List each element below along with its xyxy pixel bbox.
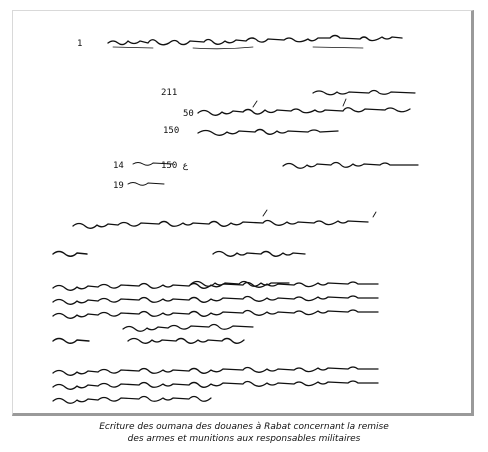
caption-line-2: des armes et munitions aux responsables militaires: [127, 434, 361, 444]
margin-number-e: 14: [113, 161, 124, 171]
margin-number-c: 150: [163, 126, 180, 136]
document-frame: [12, 10, 474, 416]
margin-number-top: 1: [77, 39, 83, 49]
margin-number-f: 19: [113, 181, 124, 191]
margin-number-d: ع 150: [161, 161, 189, 171]
margin-number-a: 211: [161, 88, 178, 98]
handwritten-document-scan: [13, 11, 475, 417]
margin-number-b: 50: [183, 109, 194, 119]
caption-line-1: Ecriture des oumana des douanes à Rabat concernant la remise: [99, 422, 389, 432]
figure-caption: [0, 421, 488, 445]
